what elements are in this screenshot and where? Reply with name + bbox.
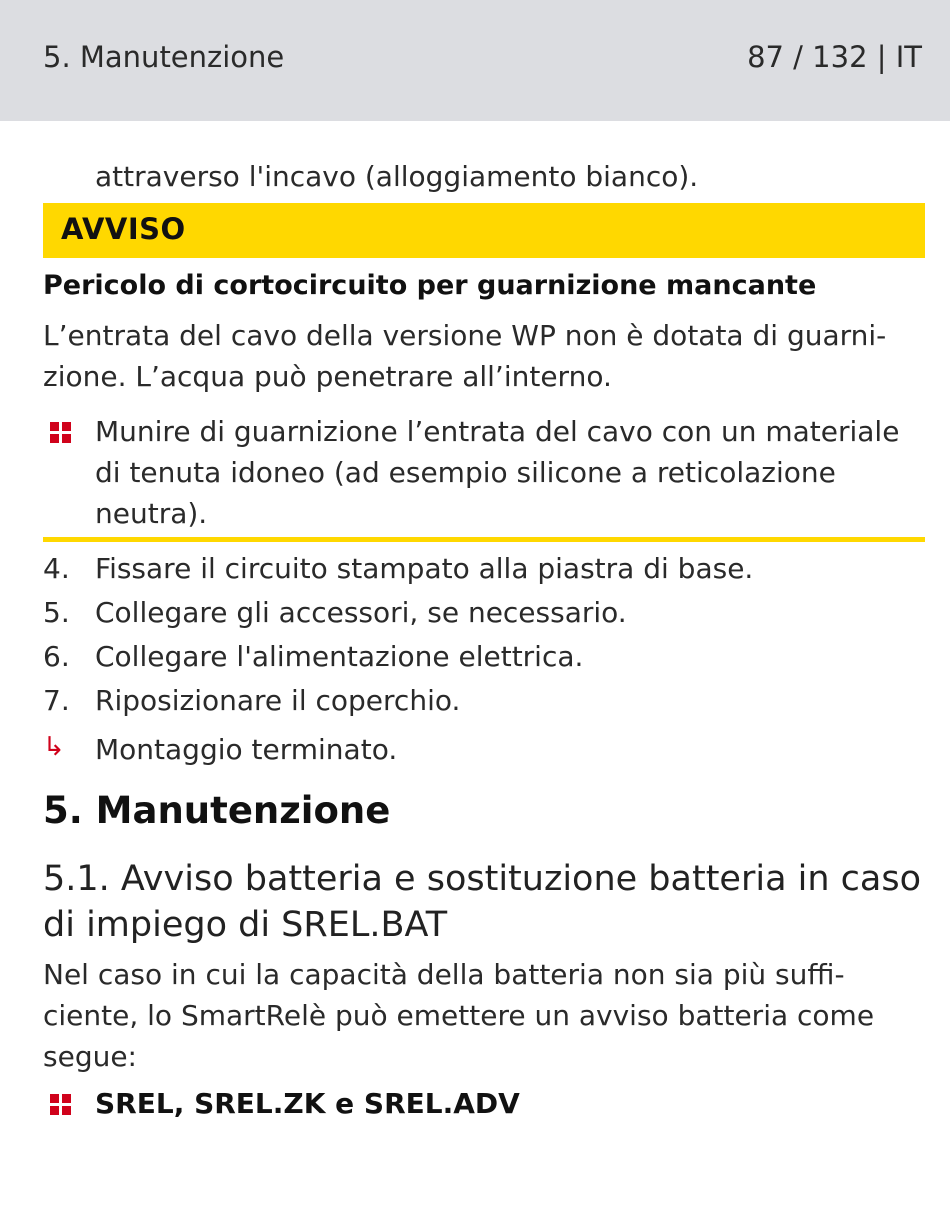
step-text: Fissare il circuito stampato alla piastra di base. [95, 552, 754, 585]
paragraph-line: ciente, lo SmartRelè può emettere un avviso batteria come [43, 999, 875, 1032]
battery-paragraph [43, 954, 925, 1077]
notice-bottom-rule [43, 537, 925, 542]
step-number: 7. [43, 684, 70, 717]
notice-action-text [95, 411, 925, 534]
continuation-text: attraverso l'incavo (alloggiamento bianco). [95, 160, 699, 193]
step-number: 6. [43, 640, 70, 673]
subsection-heading-line: di impiego di SREL.BAT [43, 905, 448, 945]
notice-body-line: zione. L’acqua può penetrare all’interno. [43, 360, 612, 393]
notice-body [43, 315, 925, 397]
notice-title: Pericolo di cortocircuito per guarnizione mancante [43, 270, 817, 301]
subsection-heading [43, 856, 925, 948]
step-text: Collegare l'alimentazione elettrica. [95, 640, 584, 673]
subsection-heading-line: 5.1. Avviso batteria e sostituzione batteria in caso [43, 859, 922, 899]
result-arrow-icon: ↳ [43, 732, 65, 762]
red-bullet-icon [50, 422, 72, 444]
notice-action-line: neutra). [95, 497, 208, 530]
notice-label: AVVISO [61, 212, 186, 246]
step-text: Riposizionare il coperchio. [95, 684, 461, 717]
red-bullet-icon [50, 1094, 72, 1116]
notice-body-line: L’entrata del cavo della versione WP non è dotata di guarni- [43, 319, 887, 352]
paragraph-line: segue: [43, 1040, 137, 1073]
notice-action-line: Munire di guarnizione l’entrata del cavo con un materiale [95, 415, 900, 448]
models-text: SREL, SREL.ZK e SREL.ADV [95, 1087, 520, 1120]
result-text: Montaggio terminato. [95, 733, 398, 766]
step-text: Collegare gli accessori, se necessario. [95, 596, 627, 629]
notice-banner [43, 203, 925, 258]
header-section-title: 5. Manutenzione [43, 40, 285, 74]
step-number: 4. [43, 552, 70, 585]
page-header [0, 0, 950, 121]
notice-action-line: di tenuta idoneo (ad esempio silicone a reticolazione [95, 456, 836, 489]
header-page-info: 87 / 132 | IT [747, 40, 922, 74]
paragraph-line: Nel caso in cui la capacità della batteria non sia più suffi- [43, 958, 845, 991]
section-heading: 5. Manutenzione [43, 789, 391, 832]
step-number: 5. [43, 596, 70, 629]
